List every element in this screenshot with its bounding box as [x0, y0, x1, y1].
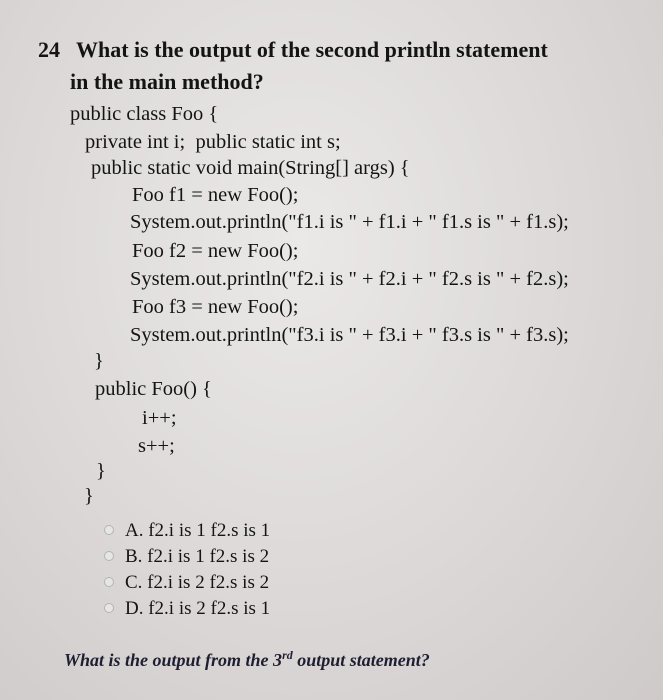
radio-button-b[interactable] — [104, 551, 114, 561]
code-line: Foo f1 = new Foo(); — [132, 184, 299, 206]
followup-superscript: rd — [282, 648, 293, 662]
code-line: i++; — [142, 407, 177, 429]
code-line: } — [94, 350, 104, 372]
option-label-d: D. f2.i is 2 f2.s is 1 — [125, 598, 271, 619]
radio-button-c[interactable] — [104, 577, 114, 587]
followup-question — [64, 648, 430, 671]
code-line: private int i; public static int s; — [85, 131, 341, 153]
code-line: System.out.println("f1.i is " + f1.i + " f1.s is " + f1.s); — [130, 211, 569, 233]
question-text-line1: What is the output of the second println statement — [76, 37, 548, 62]
question-text-line2: in the main method? — [70, 69, 264, 94]
option-label-b: B. f2.i is 1 f2.s is 2 — [125, 546, 270, 567]
option-label-a: A. f2.i is 1 f2.s is 1 — [125, 520, 271, 541]
code-line: public class Foo { — [70, 103, 219, 125]
code-line: Foo f2 = new Foo(); — [132, 240, 299, 262]
question-number: 24 — [38, 37, 60, 62]
code-line: System.out.println("f2.i is " + f2.i + " f2.s is " + f2.s); — [130, 268, 569, 290]
code-line: System.out.println("f3.i is " + f3.i + " f3.s is " + f3.s); — [130, 324, 569, 346]
code-line: s++; — [138, 435, 175, 457]
code-line: public static void main(String[] args) { — [91, 157, 410, 179]
option-label-c: C. f2.i is 2 f2.s is 2 — [125, 572, 270, 593]
followup-text-end: output statement? — [292, 650, 430, 670]
followup-text-start: What is the output from the 3 — [64, 650, 283, 670]
radio-button-d[interactable] — [104, 603, 114, 613]
code-line: public Foo() { — [95, 378, 212, 400]
code-line: Foo f3 = new Foo(); — [132, 296, 299, 318]
radio-button-a[interactable] — [104, 525, 114, 535]
code-line: } — [96, 460, 106, 482]
code-line: } — [84, 485, 94, 507]
